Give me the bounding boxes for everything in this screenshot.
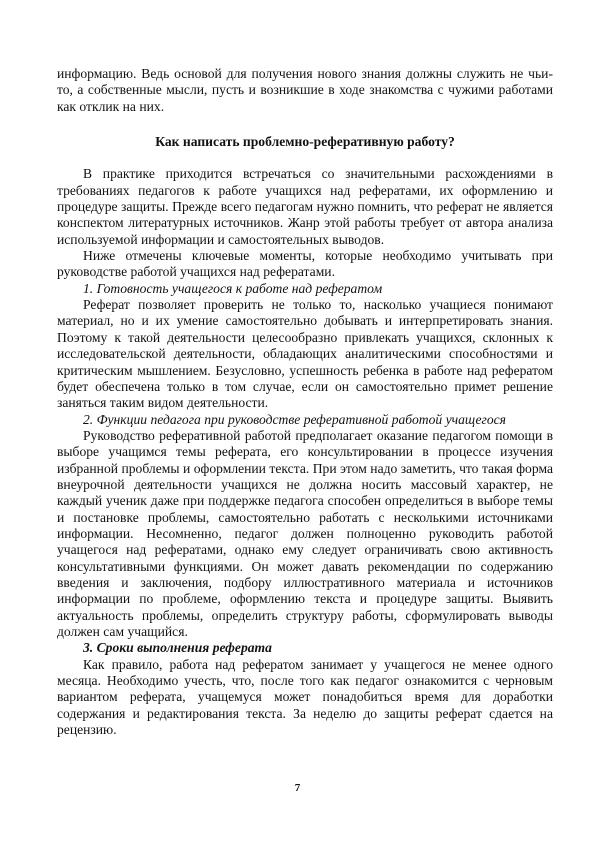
- subheading-readiness: 1. Готовность учащегося к работе над рефератом: [83, 280, 383, 296]
- document-page: [57, 66, 553, 738]
- paragraph-readiness: Реферат позволяет проверить не только то, насколько учащиеся понимают материал, но и их умение самостоятельно добывать и интерпретировать знания. Поэтому к такой деятельности целесообразно привлекать учащихся, склонных к исследовательской деятельности, обладающих аналитическими способностями и критическим мышлением. Безусловно, успешность ребенка в работе над рефератом будет обеспечена только в том случае, если он самостоятельно примет решение заняться таким видом деятельности.: [57, 297, 553, 411]
- intro-paragraph: информацию. Ведь основой для получения нового знания должны служить не чьи-то, а собственные мысли, пусть и возникшие в ходе знакомства с чужими работами как отклик на них.: [57, 66, 553, 114]
- paragraph-requirements: В практике приходится встречаться со значительными расхождениями в требованиях педагогов к работе учащихся над рефератами, их оформлению и процедуре защиты. Прежде всего педагогам нужно помнить, что реферат не является конспектом литературных источников. Жанр этой работы требует от автора анализа используемой информации и самостоятельных выводов.: [57, 166, 553, 247]
- subheading-teacher-functions: 2. Функции педагога при руководстве реферативной работой учащегося: [83, 411, 506, 427]
- section-heading: Как написать проблемно-реферативную работу?: [155, 134, 455, 150]
- subheading-deadlines: 3. Сроки выполнения реферата: [83, 640, 272, 656]
- page-number: 7: [294, 782, 301, 794]
- paragraph-teacher-functions: Руководство реферативной работой предполагает оказание педагогом помощи в выборе учащимся темы реферата, его консультировании в процессе изучения избранной проблемы и оформлении текста. При этом надо заметить, что такая форма внеурочной деятельности учащихся не должна носить массовый характер, не каждый ученик даже при поддержке педагога способен определиться в выборе темы и постановке проблемы, самостоятельно работать с несколькими источниками информации. Несомненно, педагог должен полноценно руководить работой учащегося над рефератами, однако ему следует ограничивать свою активность консультативными функциями. Он может давать рекомендации по содержанию введения и заключения, подбору иллюстративного материала и источников информации по проблеме, оформлению текста и процедуре защиты. Выявить актуальность проблемы, определить структуру работы, сформулировать выводы должен сам учащийся.: [57, 427, 553, 639]
- paragraph-deadlines: Как правило, работа над рефератом занимает у учащегося не менее одного месяца. Необходимо учесть, что, после того как педагог ознакомится с черновым вариантом реферата, учащемуся может понадобиться время для доработки содержания и редактирования текста. За неделю до защиты реферат сдается на рецензию.: [57, 656, 553, 738]
- paragraph-key-points: Ниже отмечены ключевые моменты, которые необходимо учитывать при руководстве работой учащихся над рефератами.: [57, 248, 553, 280]
